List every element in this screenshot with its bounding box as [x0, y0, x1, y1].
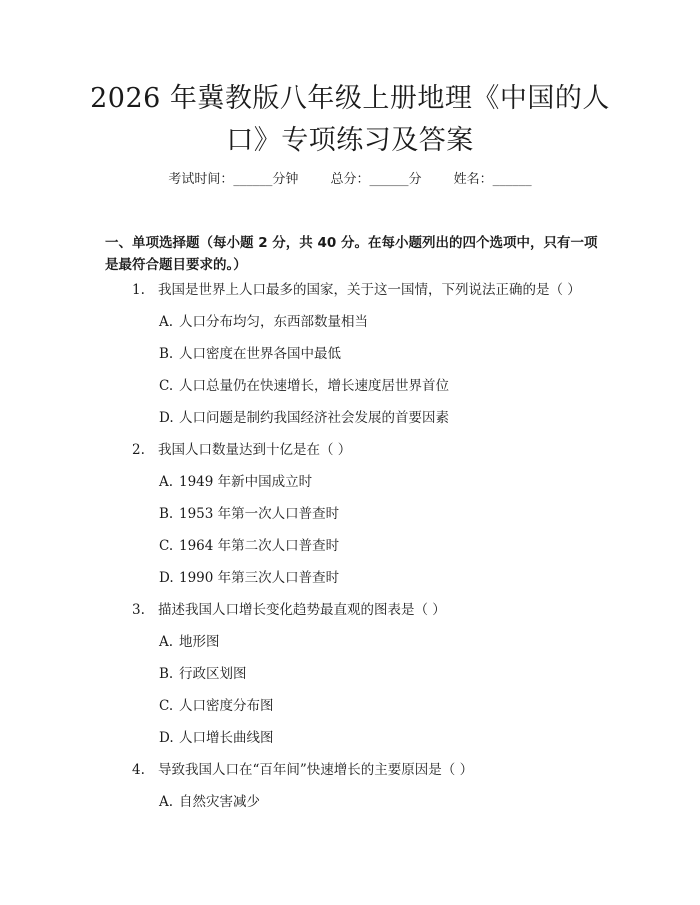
question-text: 描述我国人口增长变化趋势最直观的图表是（ ）	[158, 602, 446, 618]
option-letter: C.	[159, 698, 174, 714]
total-score-field: 总分：______分	[330, 172, 422, 187]
option-text: 自然灾害减少	[179, 794, 260, 810]
question-number: 4.	[132, 762, 145, 778]
question-3	[132, 601, 446, 619]
question-4	[132, 761, 473, 779]
question-text: 我国是世界上人口最多的国家，关于这一国情，下列说法正确的是（ ）	[158, 282, 581, 298]
option-letter: A.	[159, 634, 174, 650]
option-letter: A.	[159, 794, 174, 810]
section-heading: 一、单项选择题（每小题 2 分，共 40 分。在每小题列出的四个选项中，只有一项是最符合题目要求的。）	[105, 235, 598, 273]
option-letter: B.	[159, 666, 174, 682]
document-title	[60, 78, 640, 162]
option-text: 1949 年新中国成立时	[179, 474, 313, 490]
option-letter: C.	[159, 378, 174, 394]
option-letter: B.	[159, 506, 174, 522]
question-4-option-a	[159, 793, 260, 811]
question-1-option-b	[159, 345, 341, 363]
option-text: 行政区划图	[179, 666, 247, 682]
question-3-option-a	[159, 633, 220, 651]
question-text: 我国人口数量达到十亿是在（ ）	[158, 442, 352, 458]
question-3-option-d	[159, 729, 274, 747]
question-1	[132, 281, 581, 299]
exam-time-field: 考试时间：______分钟	[168, 172, 299, 187]
option-text: 人口增长曲线图	[179, 730, 274, 746]
question-1-option-d	[159, 409, 449, 427]
option-letter: A.	[159, 314, 174, 330]
title-line-2: 口》专项练习及答案	[226, 125, 474, 156]
question-number: 3.	[132, 602, 145, 618]
question-2-option-d	[159, 569, 339, 587]
option-letter: D.	[159, 410, 174, 426]
exam-meta	[0, 168, 700, 187]
question-text: 导致我国人口在“百年间”快速增长的主要原因是（ ）	[158, 762, 474, 778]
question-2-option-c	[159, 537, 339, 555]
question-1-option-c	[159, 377, 449, 395]
question-1-option-a	[159, 313, 368, 331]
option-letter: D.	[159, 730, 174, 746]
option-text: 人口总量仍在快速增长，增长速度居世界首位	[179, 378, 449, 394]
title-line-1: 2026 年冀教版八年级上册地理《中国的人	[90, 83, 610, 114]
question-3-option-c	[159, 697, 274, 715]
option-text: 地形图	[179, 634, 220, 650]
option-text: 人口问题是制约我国经济社会发展的首要因素	[179, 410, 449, 426]
option-text: 人口密度分布图	[179, 698, 274, 714]
question-2	[132, 441, 351, 459]
option-text: 人口分布均匀，东西部数量相当	[179, 314, 368, 330]
option-letter: D.	[159, 570, 174, 586]
option-letter: B.	[159, 346, 174, 362]
question-3-option-b	[159, 665, 247, 683]
student-name-field: 姓名：______	[453, 172, 532, 187]
option-text: 1953 年第一次人口普查时	[179, 506, 340, 522]
question-2-option-b	[159, 505, 339, 523]
question-number: 1.	[132, 282, 145, 298]
option-text: 1990 年第三次人口普查时	[179, 570, 340, 586]
option-text: 1964 年第二次人口普查时	[179, 538, 340, 554]
option-letter: C.	[159, 538, 174, 554]
question-2-option-a	[159, 473, 312, 491]
option-letter: A.	[159, 474, 174, 490]
question-number: 2.	[132, 442, 145, 458]
option-text: 人口密度在世界各国中最低	[179, 346, 341, 362]
